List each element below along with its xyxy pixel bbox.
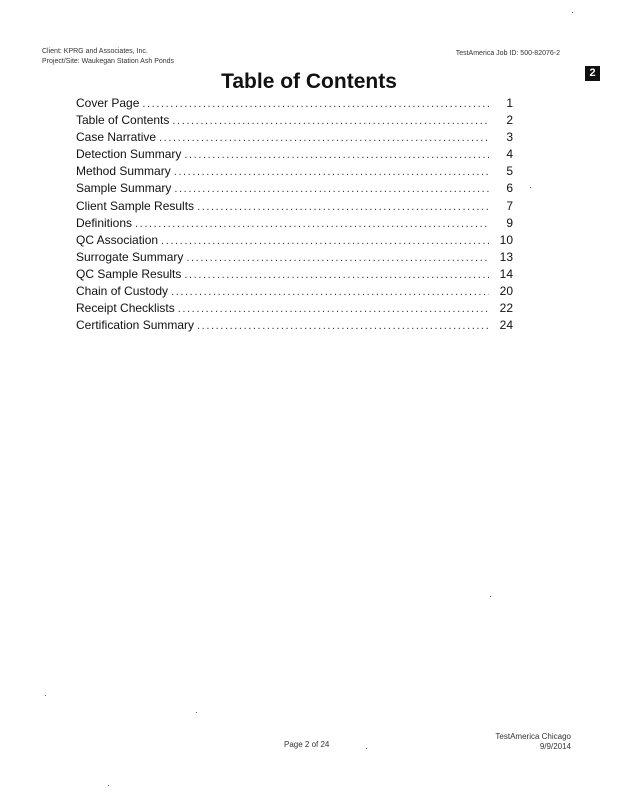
toc-entry[interactable]: [76, 199, 513, 216]
toc-page-number: 1: [506, 96, 513, 110]
toc-label: Method Summary: [76, 164, 171, 179]
dot-leader: [159, 132, 489, 144]
toc-page-number: 3: [506, 130, 513, 145]
dot-leader: [186, 252, 489, 264]
toc-label: Definitions: [76, 215, 133, 230]
toc-page-number: 2: [506, 113, 513, 128]
dot-leader: [174, 166, 489, 178]
dot-leader: [197, 320, 489, 332]
toc-entry[interactable]: [76, 181, 513, 198]
toc-label: Chain of Custody: [76, 284, 169, 299]
toc-page-number: 5: [506, 164, 513, 179]
toc-page-number: 22: [499, 301, 513, 316]
toc-page-number: 20: [499, 284, 513, 299]
scan-speck: [108, 785, 109, 786]
toc-entry[interactable]: [76, 267, 513, 284]
table-of-contents: [76, 96, 513, 335]
toc-entry[interactable]: [76, 250, 513, 267]
dot-leader: [171, 286, 489, 298]
scan-speck: [196, 712, 197, 713]
scan-speck: [530, 187, 531, 188]
scan-speck: [366, 748, 367, 749]
toc-label: Client Sample Results: [76, 198, 195, 213]
client-line: Client: KPRG and Associates, Inc.: [42, 48, 148, 55]
toc-page-number: 10: [499, 232, 513, 247]
scan-speck: [45, 695, 46, 696]
page-title: Table of Contents: [221, 70, 397, 93]
toc-page-number: 6: [506, 181, 513, 196]
scan-speck: [572, 12, 573, 13]
dot-leader: [184, 269, 489, 281]
toc-entry[interactable]: [76, 233, 513, 250]
toc-entry[interactable]: [76, 301, 513, 318]
project-line: Project/Site: Waukegan Station Ash Ponds: [42, 58, 175, 65]
dot-leader: [142, 98, 489, 110]
toc-label: Table of Contents: [76, 113, 170, 128]
toc-label: Case Narrative: [76, 130, 157, 145]
toc-label: QC Association: [76, 232, 159, 247]
scan-speck: [490, 596, 491, 597]
job-id: TestAmerica Job ID: 500-82076-2: [455, 50, 560, 57]
toc-page-number: 9: [506, 215, 513, 230]
toc-label: Cover Page: [76, 96, 140, 110]
dot-leader: [161, 235, 489, 247]
toc-entry[interactable]: [76, 113, 513, 130]
dot-leader: [174, 183, 489, 195]
header-left: [42, 47, 174, 67]
section-tab-badge: 2: [585, 66, 600, 81]
toc-label: QC Sample Results: [76, 266, 182, 281]
toc-label: Surrogate Summary: [76, 249, 184, 264]
dot-leader: [135, 218, 489, 230]
page-number-footer: Page 2 of 24: [284, 740, 330, 749]
dot-leader: [172, 115, 489, 127]
toc-page-number: 24: [499, 318, 513, 333]
toc-entry[interactable]: [76, 130, 513, 147]
toc-page-number: 7: [506, 198, 513, 213]
dot-leader: [184, 149, 489, 161]
toc-label: Certification Summary: [76, 318, 195, 333]
toc-entry[interactable]: [76, 96, 513, 113]
dot-leader: [178, 303, 489, 315]
lab-name: TestAmerica Chicago: [495, 732, 571, 741]
toc-page-number: 4: [506, 147, 513, 162]
toc-entry[interactable]: [76, 147, 513, 164]
toc-label: Detection Summary: [76, 147, 182, 162]
report-date: 9/9/2014: [539, 742, 571, 751]
toc-entry[interactable]: [76, 318, 513, 335]
toc-page-number: 13: [499, 249, 513, 264]
toc-label: Sample Summary: [76, 181, 172, 196]
dot-leader: [197, 201, 489, 213]
toc-page-number: 14: [499, 266, 513, 281]
toc-entry[interactable]: [76, 216, 513, 233]
toc-label: Receipt Checklists: [76, 301, 175, 316]
toc-entry[interactable]: [76, 284, 513, 301]
toc-entry[interactable]: [76, 164, 513, 181]
footer-right: [495, 732, 571, 752]
